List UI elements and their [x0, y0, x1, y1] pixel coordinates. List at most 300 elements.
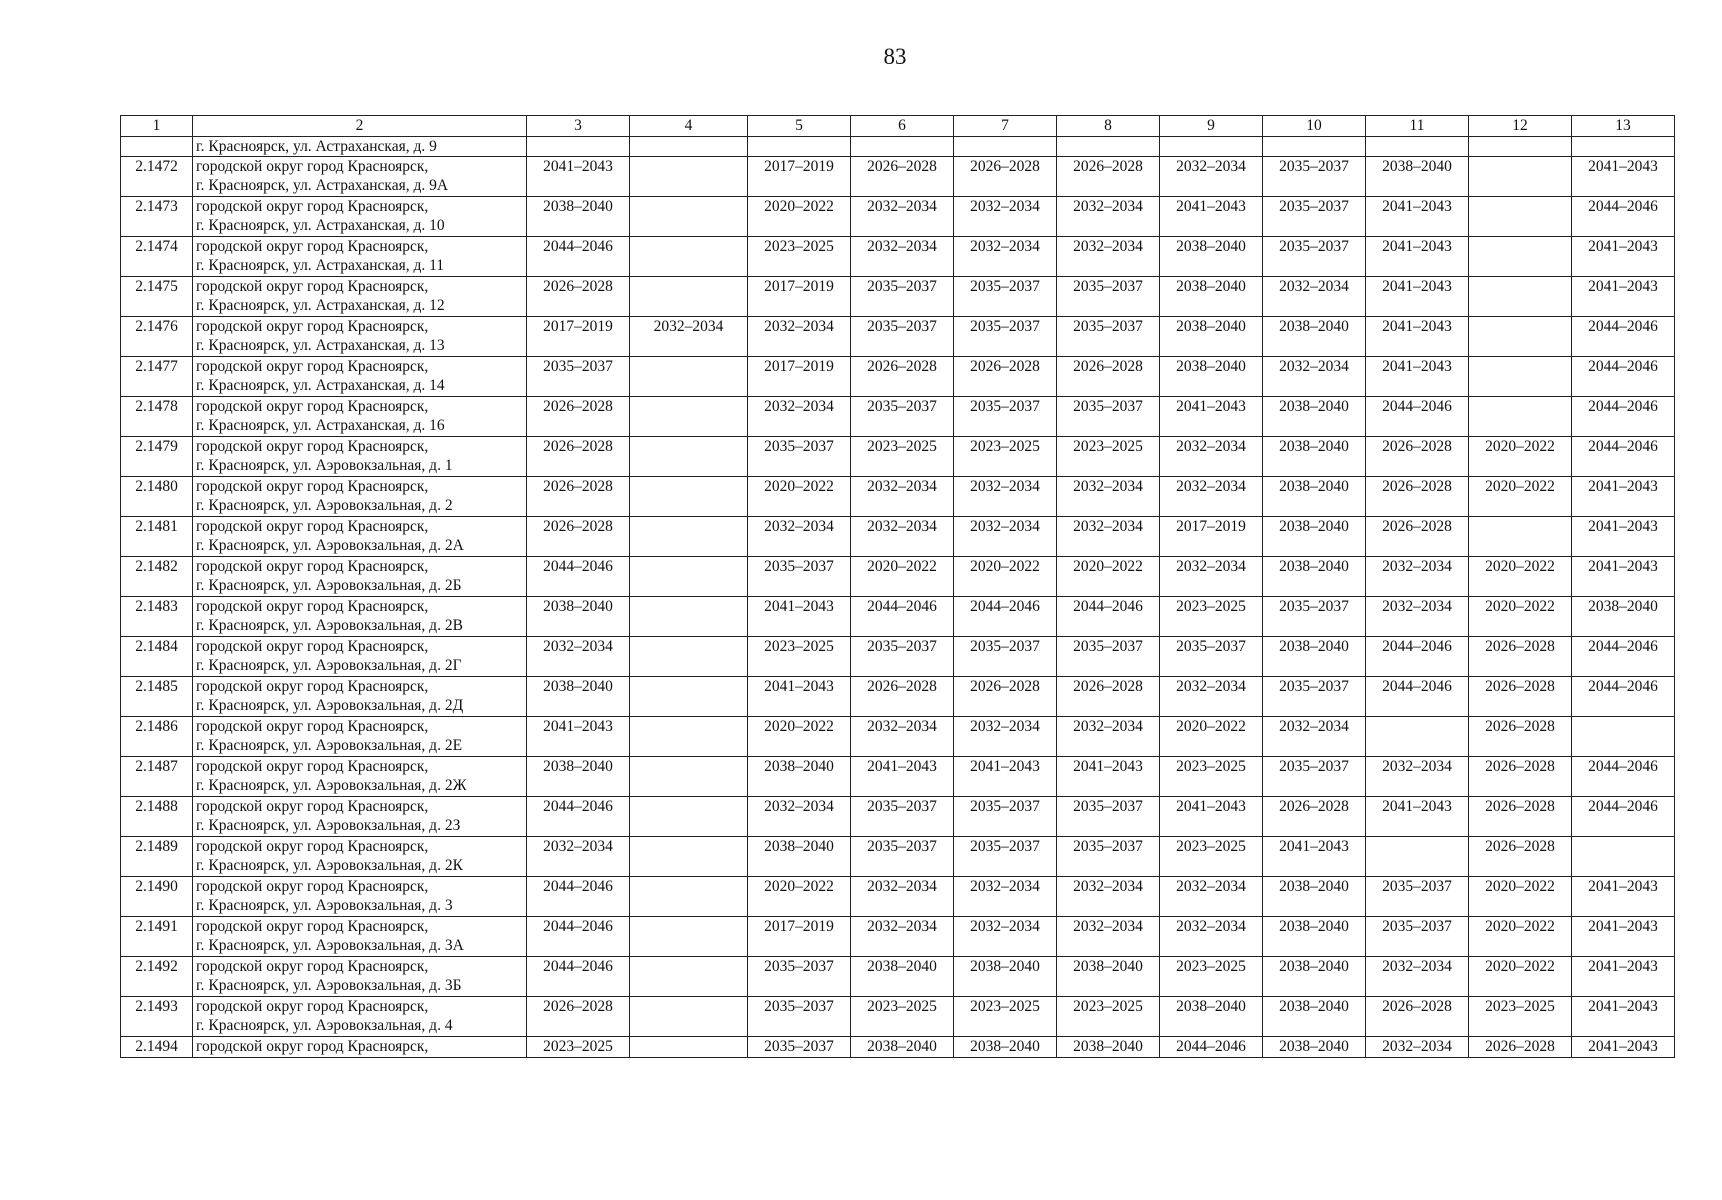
address-cell	[193, 797, 527, 837]
table-row	[121, 197, 1675, 237]
period-cell-col-13: 2044–2046	[1572, 197, 1675, 237]
period-cell-col-11: 2041–2043	[1366, 277, 1469, 317]
period-cell-col-13: 2044–2046	[1572, 637, 1675, 677]
period-cell-col-3: 2032–2034	[527, 837, 630, 877]
address-line-2: г. Красноярск, ул. Аэровокзальная, д. 3Б	[196, 977, 462, 994]
address-cell	[193, 597, 527, 637]
column-header-3: 3	[527, 116, 630, 137]
period-cell-col-4	[630, 957, 748, 997]
column-header-10: 10	[1263, 116, 1366, 137]
period-cell-col-13: 2041–2043	[1572, 997, 1675, 1037]
period-cell-col-12: 2020–2022	[1469, 917, 1572, 957]
period-cell-col-8: 2035–2037	[1057, 637, 1160, 677]
period-cell-col-13: 2041–2043	[1572, 477, 1675, 517]
period-cell-col-7: 2038–2040	[954, 1037, 1057, 1058]
period-cell-col-6: 2020–2022	[851, 557, 954, 597]
address-line-1: городской округ город Красноярск,	[196, 358, 429, 375]
row-number: 2.1478	[121, 397, 193, 437]
period-cell-col-12	[1469, 157, 1572, 197]
period-cell-col-3: 2026–2028	[527, 397, 630, 437]
period-cell-col-12: 2026–2028	[1469, 757, 1572, 797]
period-cell-col-12: 2026–2028	[1469, 837, 1572, 877]
period-cell-col-11: 2026–2028	[1366, 477, 1469, 517]
row-number: 2.1491	[121, 917, 193, 957]
period-cell-col-11: 2032–2034	[1366, 557, 1469, 597]
address-cell	[193, 1037, 527, 1058]
period-cell-col-8: 2035–2037	[1057, 797, 1160, 837]
period-cell-col-5: 2035–2037	[748, 957, 851, 997]
address-line-1: городской округ город Красноярск,	[196, 678, 429, 695]
row-number: 2.1472	[121, 157, 193, 197]
address-line-1: городской округ город Красноярск,	[196, 598, 429, 615]
address-line-2: г. Красноярск, ул. Аэровокзальная, д. 3А	[196, 937, 464, 954]
period-cell-col-3: 2032–2034	[527, 637, 630, 677]
period-cell-col-7: 2032–2034	[954, 477, 1057, 517]
period-cell-col-9: 2041–2043	[1160, 797, 1263, 837]
address-cell	[193, 757, 527, 797]
period-cell-col-12	[1469, 397, 1572, 437]
period-cell-col-7: 2026–2028	[954, 357, 1057, 397]
period-cell-col-10: 2035–2037	[1263, 757, 1366, 797]
period-cell-col-12: 2023–2025	[1469, 997, 1572, 1037]
period-cell-col-6: 2035–2037	[851, 637, 954, 677]
period-cell-col-12: 2020–2022	[1469, 477, 1572, 517]
row-number: 2.1477	[121, 357, 193, 397]
column-header-2: 2	[193, 116, 527, 137]
period-cell-col-11: 2041–2043	[1366, 317, 1469, 357]
period-cell-col-11	[1366, 837, 1469, 877]
period-cell-col-10: 2038–2040	[1263, 477, 1366, 517]
period-cell-col-6: 2032–2034	[851, 517, 954, 557]
period-cell-col-13: 2044–2046	[1572, 677, 1675, 717]
table-row	[121, 837, 1675, 877]
period-cell-col-6: 2038–2040	[851, 957, 954, 997]
period-cell-col-11: 2038–2040	[1366, 157, 1469, 197]
period-cell-col-3: 2044–2046	[527, 957, 630, 997]
period-cell-col-5: 2035–2037	[748, 997, 851, 1037]
period-cell-col-10: 2035–2037	[1263, 237, 1366, 277]
column-number-header-row	[121, 116, 1675, 137]
table-row	[121, 997, 1675, 1037]
period-cell-col-3: 2044–2046	[527, 877, 630, 917]
period-cell-col-6: 2023–2025	[851, 437, 954, 477]
period-cell-col-5: 2041–2043	[748, 677, 851, 717]
period-cell-col-11: 2035–2037	[1366, 877, 1469, 917]
period-cell-col-13: 2038–2040	[1572, 597, 1675, 637]
period-cell-col-5: 2041–2043	[748, 597, 851, 637]
period-cell-col-10: 2035–2037	[1263, 197, 1366, 237]
period-cell-col-7: 2032–2034	[954, 717, 1057, 757]
period-cell-col-12: 2026–2028	[1469, 717, 1572, 757]
period-cell-col-12: 2026–2028	[1469, 677, 1572, 717]
period-cell-col-9	[1160, 137, 1263, 157]
address-line-1: городской округ город Красноярск,	[196, 318, 429, 335]
period-cell-col-3: 2026–2028	[527, 277, 630, 317]
address-cell	[193, 317, 527, 357]
period-cell-col-4	[630, 677, 748, 717]
table-row	[121, 397, 1675, 437]
table-row	[121, 137, 1675, 157]
period-cell-col-6: 2026–2028	[851, 357, 954, 397]
period-cell-col-9: 2032–2034	[1160, 477, 1263, 517]
row-number: 2.1479	[121, 437, 193, 477]
period-cell-col-12: 2026–2028	[1469, 1037, 1572, 1058]
period-cell-col-8: 2032–2034	[1057, 517, 1160, 557]
period-cell-col-11: 2032–2034	[1366, 1037, 1469, 1058]
address-cell	[193, 997, 527, 1037]
address-cell	[193, 357, 527, 397]
period-cell-col-3: 2041–2043	[527, 717, 630, 757]
period-cell-col-9: 2038–2040	[1160, 237, 1263, 277]
address-line-1: городской округ город Красноярск,	[196, 1038, 429, 1055]
period-cell-col-8: 2035–2037	[1057, 277, 1160, 317]
period-cell-col-7: 2035–2037	[954, 637, 1057, 677]
period-cell-col-3: 2044–2046	[527, 237, 630, 277]
page-number: 83	[883, 44, 907, 69]
repair-schedule-table	[120, 115, 1675, 1058]
period-cell-col-12: 2020–2022	[1469, 957, 1572, 997]
period-cell-col-11	[1366, 717, 1469, 757]
row-number: 2.1473	[121, 197, 193, 237]
address-line-1: городской округ город Красноярск,	[196, 798, 429, 815]
period-cell-col-8: 2035–2037	[1057, 837, 1160, 877]
period-cell-col-7: 2032–2034	[954, 917, 1057, 957]
period-cell-col-3: 2044–2046	[527, 557, 630, 597]
period-cell-col-3: 2038–2040	[527, 757, 630, 797]
period-cell-col-10: 2038–2040	[1263, 957, 1366, 997]
period-cell-col-12	[1469, 137, 1572, 157]
period-cell-col-8	[1057, 137, 1160, 157]
period-cell-col-11: 2026–2028	[1366, 997, 1469, 1037]
period-cell-col-11: 2041–2043	[1366, 237, 1469, 277]
address-line-2: г. Красноярск, ул. Аэровокзальная, д. 2З	[196, 817, 461, 834]
address-line-1: городской округ город Красноярск,	[196, 158, 429, 175]
period-cell-col-3	[527, 137, 630, 157]
period-cell-col-8: 2035–2037	[1057, 397, 1160, 437]
address-cell	[193, 197, 527, 237]
period-cell-col-5: 2017–2019	[748, 917, 851, 957]
period-cell-col-5: 2032–2034	[748, 397, 851, 437]
address-line-1: городской округ город Красноярск,	[196, 398, 429, 415]
column-header-7: 7	[954, 116, 1057, 137]
period-cell-col-7: 2026–2028	[954, 157, 1057, 197]
column-header-12: 12	[1469, 116, 1572, 137]
period-cell-col-9: 2032–2034	[1160, 877, 1263, 917]
period-cell-col-13	[1572, 137, 1675, 157]
address-cell	[193, 277, 527, 317]
period-cell-col-11: 2044–2046	[1366, 637, 1469, 677]
period-cell-col-6: 2035–2037	[851, 797, 954, 837]
period-cell-col-9: 2032–2034	[1160, 157, 1263, 197]
period-cell-col-10: 2032–2034	[1263, 717, 1366, 757]
column-header-5: 5	[748, 116, 851, 137]
period-cell-col-8: 2038–2040	[1057, 957, 1160, 997]
address-line-2: г. Красноярск, ул. Аэровокзальная, д. 2Г	[196, 657, 462, 674]
period-cell-col-10: 2038–2040	[1263, 917, 1366, 957]
period-cell-col-13: 2041–2043	[1572, 917, 1675, 957]
address-line-1: городской округ город Красноярск,	[196, 998, 429, 1015]
period-cell-col-5	[748, 137, 851, 157]
period-cell-col-7: 2038–2040	[954, 957, 1057, 997]
period-cell-col-5: 2032–2034	[748, 797, 851, 837]
period-cell-col-8: 2032–2034	[1057, 717, 1160, 757]
table-row	[121, 277, 1675, 317]
period-cell-col-3: 2017–2019	[527, 317, 630, 357]
table-row	[121, 1037, 1675, 1058]
period-cell-col-6: 2032–2034	[851, 717, 954, 757]
period-cell-col-8: 2023–2025	[1057, 997, 1160, 1037]
period-cell-col-5: 2035–2037	[748, 557, 851, 597]
period-cell-col-13: 2041–2043	[1572, 1037, 1675, 1058]
address-line-2: г. Красноярск, ул. Аэровокзальная, д. 3	[196, 897, 453, 914]
row-number: 2.1482	[121, 557, 193, 597]
period-cell-col-4	[630, 557, 748, 597]
address-line-1: городской округ город Красноярск,	[196, 438, 429, 455]
period-cell-col-12: 2020–2022	[1469, 597, 1572, 637]
address-line-1: городской округ город Красноярск,	[196, 758, 429, 775]
address-cell	[193, 237, 527, 277]
period-cell-col-10: 2038–2040	[1263, 557, 1366, 597]
period-cell-col-12	[1469, 277, 1572, 317]
period-cell-col-13: 2044–2046	[1572, 397, 1675, 437]
period-cell-col-10: 2038–2040	[1263, 517, 1366, 557]
period-cell-col-6: 2035–2037	[851, 317, 954, 357]
row-number: 2.1492	[121, 957, 193, 997]
table-row	[121, 917, 1675, 957]
period-cell-col-3: 2038–2040	[527, 597, 630, 637]
address-cell	[193, 397, 527, 437]
period-cell-col-4	[630, 997, 748, 1037]
period-cell-col-9: 2017–2019	[1160, 517, 1263, 557]
period-cell-col-4	[630, 277, 748, 317]
period-cell-col-4	[630, 477, 748, 517]
period-cell-col-4	[630, 397, 748, 437]
address-line-2: г. Красноярск, ул. Аэровокзальная, д. 2Е	[196, 737, 463, 754]
period-cell-col-10: 2038–2040	[1263, 397, 1366, 437]
period-cell-col-13: 2044–2046	[1572, 317, 1675, 357]
table-row	[121, 597, 1675, 637]
address-line-2: г. Красноярск, ул. Аэровокзальная, д. 2Ж	[196, 777, 467, 794]
table-row	[121, 157, 1675, 197]
address-cell	[193, 957, 527, 997]
column-header-8: 8	[1057, 116, 1160, 137]
address-cell	[193, 477, 527, 517]
period-cell-col-3: 2023–2025	[527, 1037, 630, 1058]
period-cell-col-9: 2023–2025	[1160, 957, 1263, 997]
period-cell-col-13: 2041–2043	[1572, 957, 1675, 997]
table-row	[121, 957, 1675, 997]
period-cell-col-7: 2026–2028	[954, 677, 1057, 717]
period-cell-col-11: 2026–2028	[1366, 517, 1469, 557]
row-number: 2.1475	[121, 277, 193, 317]
period-cell-col-4	[630, 637, 748, 677]
period-cell-col-9: 2044–2046	[1160, 1037, 1263, 1058]
period-cell-col-12: 2020–2022	[1469, 557, 1572, 597]
address-cell	[193, 677, 527, 717]
period-cell-col-8: 2026–2028	[1057, 677, 1160, 717]
period-cell-col-8: 2023–2025	[1057, 437, 1160, 477]
period-cell-col-13: 2041–2043	[1572, 877, 1675, 917]
period-cell-col-5: 2020–2022	[748, 477, 851, 517]
period-cell-col-4	[630, 357, 748, 397]
address-line-2: г. Красноярск, ул. Аэровокзальная, д. 2В	[196, 617, 463, 634]
period-cell-col-6: 2044–2046	[851, 597, 954, 637]
period-cell-col-10: 2026–2028	[1263, 797, 1366, 837]
address-cell	[193, 137, 527, 157]
period-cell-col-10: 2041–2043	[1263, 837, 1366, 877]
row-number: 2.1489	[121, 837, 193, 877]
table-row	[121, 437, 1675, 477]
address-cell	[193, 157, 527, 197]
period-cell-col-10: 2035–2037	[1263, 157, 1366, 197]
address-cell	[193, 877, 527, 917]
period-cell-col-6: 2038–2040	[851, 1037, 954, 1058]
row-number: 2.1474	[121, 237, 193, 277]
period-cell-col-11: 2041–2043	[1366, 197, 1469, 237]
period-cell-col-3: 2044–2046	[527, 797, 630, 837]
period-cell-col-9: 2041–2043	[1160, 197, 1263, 237]
address-line-2: г. Красноярск, ул. Аэровокзальная, д. 2Б	[196, 577, 462, 594]
period-cell-col-9: 2032–2034	[1160, 677, 1263, 717]
period-cell-col-7: 2020–2022	[954, 557, 1057, 597]
table-row	[121, 237, 1675, 277]
period-cell-col-9: 2035–2037	[1160, 637, 1263, 677]
period-cell-col-11	[1366, 137, 1469, 157]
address-line-1: городской округ город Красноярск,	[196, 478, 429, 495]
period-cell-col-7: 2035–2037	[954, 277, 1057, 317]
period-cell-col-3: 2044–2046	[527, 917, 630, 957]
period-cell-col-9: 2023–2025	[1160, 757, 1263, 797]
address-line-1: г. Красноярск, ул. Астраханская, д. 9	[196, 138, 437, 155]
table-row	[121, 357, 1675, 397]
period-cell-col-6: 2026–2028	[851, 157, 954, 197]
address-cell	[193, 437, 527, 477]
table-row	[121, 477, 1675, 517]
period-cell-col-5: 2017–2019	[748, 277, 851, 317]
period-cell-col-11: 2035–2037	[1366, 917, 1469, 957]
row-number: 2.1481	[121, 517, 193, 557]
period-cell-col-4: 2032–2034	[630, 317, 748, 357]
period-cell-col-4	[630, 597, 748, 637]
period-cell-col-10: 2035–2037	[1263, 677, 1366, 717]
period-cell-col-3: 2038–2040	[527, 197, 630, 237]
period-cell-col-12: 2026–2028	[1469, 637, 1572, 677]
period-cell-col-5: 2020–2022	[748, 877, 851, 917]
period-cell-col-5: 2032–2034	[748, 517, 851, 557]
column-header-6: 6	[851, 116, 954, 137]
period-cell-col-9: 2038–2040	[1160, 317, 1263, 357]
period-cell-col-13: 2041–2043	[1572, 517, 1675, 557]
table-body	[121, 116, 1675, 1058]
table-row	[121, 637, 1675, 677]
address-cell	[193, 517, 527, 557]
period-cell-col-8: 2035–2037	[1057, 317, 1160, 357]
period-cell-col-12: 2026–2028	[1469, 797, 1572, 837]
period-cell-col-10: 2032–2034	[1263, 277, 1366, 317]
address-cell	[193, 637, 527, 677]
period-cell-col-13	[1572, 717, 1675, 757]
period-cell-col-4	[630, 1037, 748, 1058]
period-cell-col-4	[630, 717, 748, 757]
address-line-2: г. Красноярск, ул. Аэровокзальная, д. 2А	[196, 537, 464, 554]
period-cell-col-13: 2044–2046	[1572, 357, 1675, 397]
period-cell-col-6: 2023–2025	[851, 997, 954, 1037]
period-cell-col-4	[630, 197, 748, 237]
row-number: 2.1493	[121, 997, 193, 1037]
period-cell-col-10: 2038–2040	[1263, 637, 1366, 677]
period-cell-col-6: 2032–2034	[851, 917, 954, 957]
column-header-4: 4	[630, 116, 748, 137]
period-cell-col-9: 2038–2040	[1160, 997, 1263, 1037]
address-line-1: городской округ город Красноярск,	[196, 518, 429, 535]
address-line-2: г. Красноярск, ул. Аэровокзальная, д. 2	[196, 497, 453, 514]
period-cell-col-4	[630, 797, 748, 837]
period-cell-col-9: 2023–2025	[1160, 597, 1263, 637]
period-cell-col-5: 2020–2022	[748, 717, 851, 757]
period-cell-col-6: 2032–2034	[851, 477, 954, 517]
period-cell-col-12	[1469, 237, 1572, 277]
address-cell	[193, 837, 527, 877]
period-cell-col-8: 2032–2034	[1057, 877, 1160, 917]
period-cell-col-6: 2035–2037	[851, 837, 954, 877]
period-cell-col-3: 2026–2028	[527, 997, 630, 1037]
table-row	[121, 717, 1675, 757]
period-cell-col-10: 2038–2040	[1263, 437, 1366, 477]
period-cell-col-9: 2038–2040	[1160, 357, 1263, 397]
table-row	[121, 317, 1675, 357]
address-cell	[193, 557, 527, 597]
row-number: 2.1483	[121, 597, 193, 637]
period-cell-col-7: 2032–2034	[954, 517, 1057, 557]
period-cell-col-5: 2020–2022	[748, 197, 851, 237]
period-cell-col-6: 2041–2043	[851, 757, 954, 797]
address-line-1: городской округ город Красноярск,	[196, 638, 429, 655]
period-cell-col-8: 2032–2034	[1057, 237, 1160, 277]
address-line-2: г. Красноярск, ул. Аэровокзальная, д. 2К	[196, 857, 463, 874]
period-cell-col-3: 2026–2028	[527, 437, 630, 477]
period-cell-col-7: 2041–2043	[954, 757, 1057, 797]
period-cell-col-4	[630, 877, 748, 917]
period-cell-col-9: 2023–2025	[1160, 837, 1263, 877]
period-cell-col-11: 2041–2043	[1366, 357, 1469, 397]
period-cell-col-8: 2032–2034	[1057, 197, 1160, 237]
table-row	[121, 517, 1675, 557]
row-number: 2.1480	[121, 477, 193, 517]
period-cell-col-3: 2035–2037	[527, 357, 630, 397]
period-cell-col-7: 2035–2037	[954, 837, 1057, 877]
period-cell-col-12	[1469, 197, 1572, 237]
address-line-1: городской округ город Красноярск,	[196, 558, 429, 575]
period-cell-col-4	[630, 517, 748, 557]
period-cell-col-3: 2026–2028	[527, 517, 630, 557]
row-number: 2.1484	[121, 637, 193, 677]
address-cell	[193, 717, 527, 757]
row-number: 2.1490	[121, 877, 193, 917]
column-header-13: 13	[1572, 116, 1675, 137]
row-number: 2.1485	[121, 677, 193, 717]
period-cell-col-13: 2041–2043	[1572, 277, 1675, 317]
period-cell-col-5: 2038–2040	[748, 757, 851, 797]
period-cell-col-7: 2032–2034	[954, 237, 1057, 277]
period-cell-col-13: 2044–2046	[1572, 437, 1675, 477]
period-cell-col-7: 2032–2034	[954, 197, 1057, 237]
period-cell-col-8: 2038–2040	[1057, 1037, 1160, 1058]
address-line-1: городской округ город Красноярск,	[196, 718, 429, 735]
address-line-2: г. Красноярск, ул. Астраханская, д. 13	[196, 337, 445, 354]
period-cell-col-10: 2038–2040	[1263, 1037, 1366, 1058]
address-line-1: городской округ город Красноярск,	[196, 198, 429, 215]
period-cell-col-12	[1469, 357, 1572, 397]
